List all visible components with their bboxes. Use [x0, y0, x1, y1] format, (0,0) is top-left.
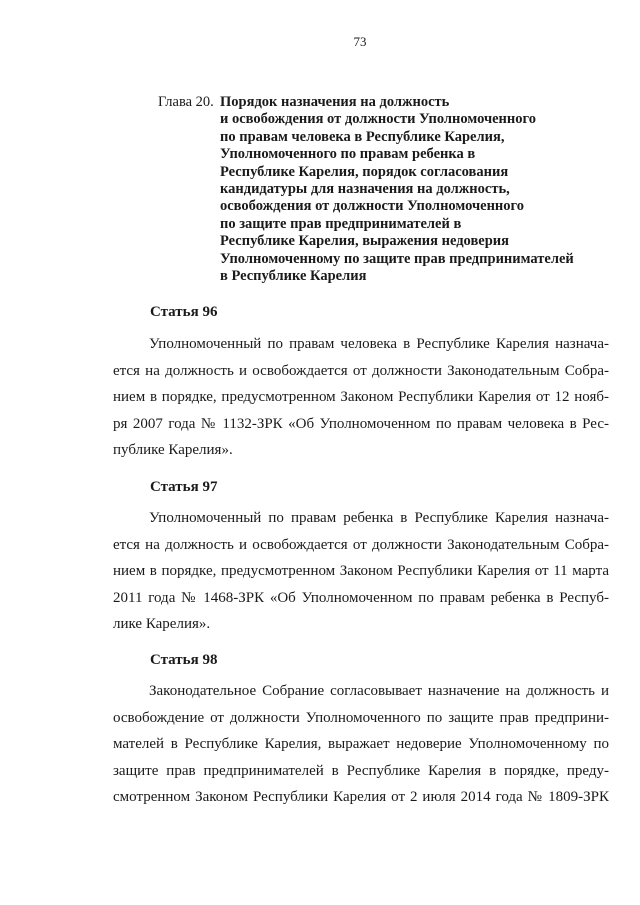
- chapter-title-line: и освобождения от должности Уполномоченного: [220, 111, 536, 128]
- chapter-prefix: Глава 20.: [158, 94, 214, 110]
- article-98-text: [113, 678, 609, 811]
- article-98-heading: Статья 98: [150, 652, 218, 668]
- chapter-title-line: Уполномоченному по защите прав предпринимателей: [220, 250, 574, 267]
- paragraph-line: Уполномоченный по правам человека в Республике Карелия назнача-: [149, 336, 609, 352]
- paragraph-line: защите прав предпринимателей в Республике Карелия в порядке, преду-: [113, 762, 609, 779]
- paragraph-line: Законодательное Собрание согласовывает назначение на должность и: [149, 683, 609, 699]
- chapter-title-line: Республике Карелия, порядок согласования: [220, 163, 509, 180]
- chapter-title-line: освобождения от должности Уполномоченного: [220, 198, 525, 215]
- paragraph-line: ря 2007 года № 1132-ЗРК «Об Уполномоченном по правам человека в Рес-: [113, 415, 609, 432]
- paragraph-line: ется на должность и освобождается от должности Законодательным Собра-: [113, 536, 609, 553]
- article-97-heading: Статья 97: [150, 479, 218, 495]
- page-number: 73: [353, 34, 367, 49]
- chapter-heading: [158, 94, 618, 285]
- chapter-title-line: Республике Карелия, выражения недоверия: [220, 233, 509, 250]
- article-96-text: [113, 331, 609, 464]
- chapter-title-line: по правам человека в Республике Карелия,: [220, 128, 505, 145]
- paragraph-line: освобождение от должности Уполномоченного по защите прав предприни-: [113, 709, 609, 726]
- chapter-title-line: Порядок назначения на должность: [220, 94, 450, 110]
- paragraph-line: Уполномоченный по правам ребенка в Республике Карелия назнача-: [149, 510, 609, 526]
- paragraph-line: ется на должность и освобождается от должности Законодательным Собра-: [113, 362, 609, 379]
- paragraph-line: нием в порядке, предусмотренном Законом Республики Карелия от 11 марта: [113, 563, 609, 579]
- chapter-title-line: в Республике Карелия: [220, 268, 367, 285]
- article-97-text: [113, 505, 609, 638]
- paragraph-line: мателей в Республике Карелия, выражает недоверие Уполномоченному по: [113, 736, 609, 752]
- chapter-title-line: Уполномоченного по правам ребенка в: [220, 146, 476, 163]
- paragraph-line: смотренном Законом Республики Карелия от 2 июля 2014 года № 1809-ЗРК: [113, 789, 609, 805]
- article-96-heading: Статья 96: [150, 304, 218, 320]
- paragraph-line: 2011 года № 1468-ЗРК «Об Уполномоченном по правам ребенка в Респуб-: [113, 589, 609, 606]
- chapter-title-line: по защите прав предпринимателей в: [220, 215, 462, 232]
- chapter-title: [220, 94, 618, 285]
- paragraph-line: публике Карелия».: [113, 442, 233, 458]
- paragraph-line: нием в порядке, предусмотренном Законом Республики Карелия от 12 нояб-: [113, 389, 609, 405]
- chapter-title-line: кандидатуры для назначения на должность,: [220, 181, 510, 198]
- paragraph-line: лике Карелия».: [113, 616, 211, 632]
